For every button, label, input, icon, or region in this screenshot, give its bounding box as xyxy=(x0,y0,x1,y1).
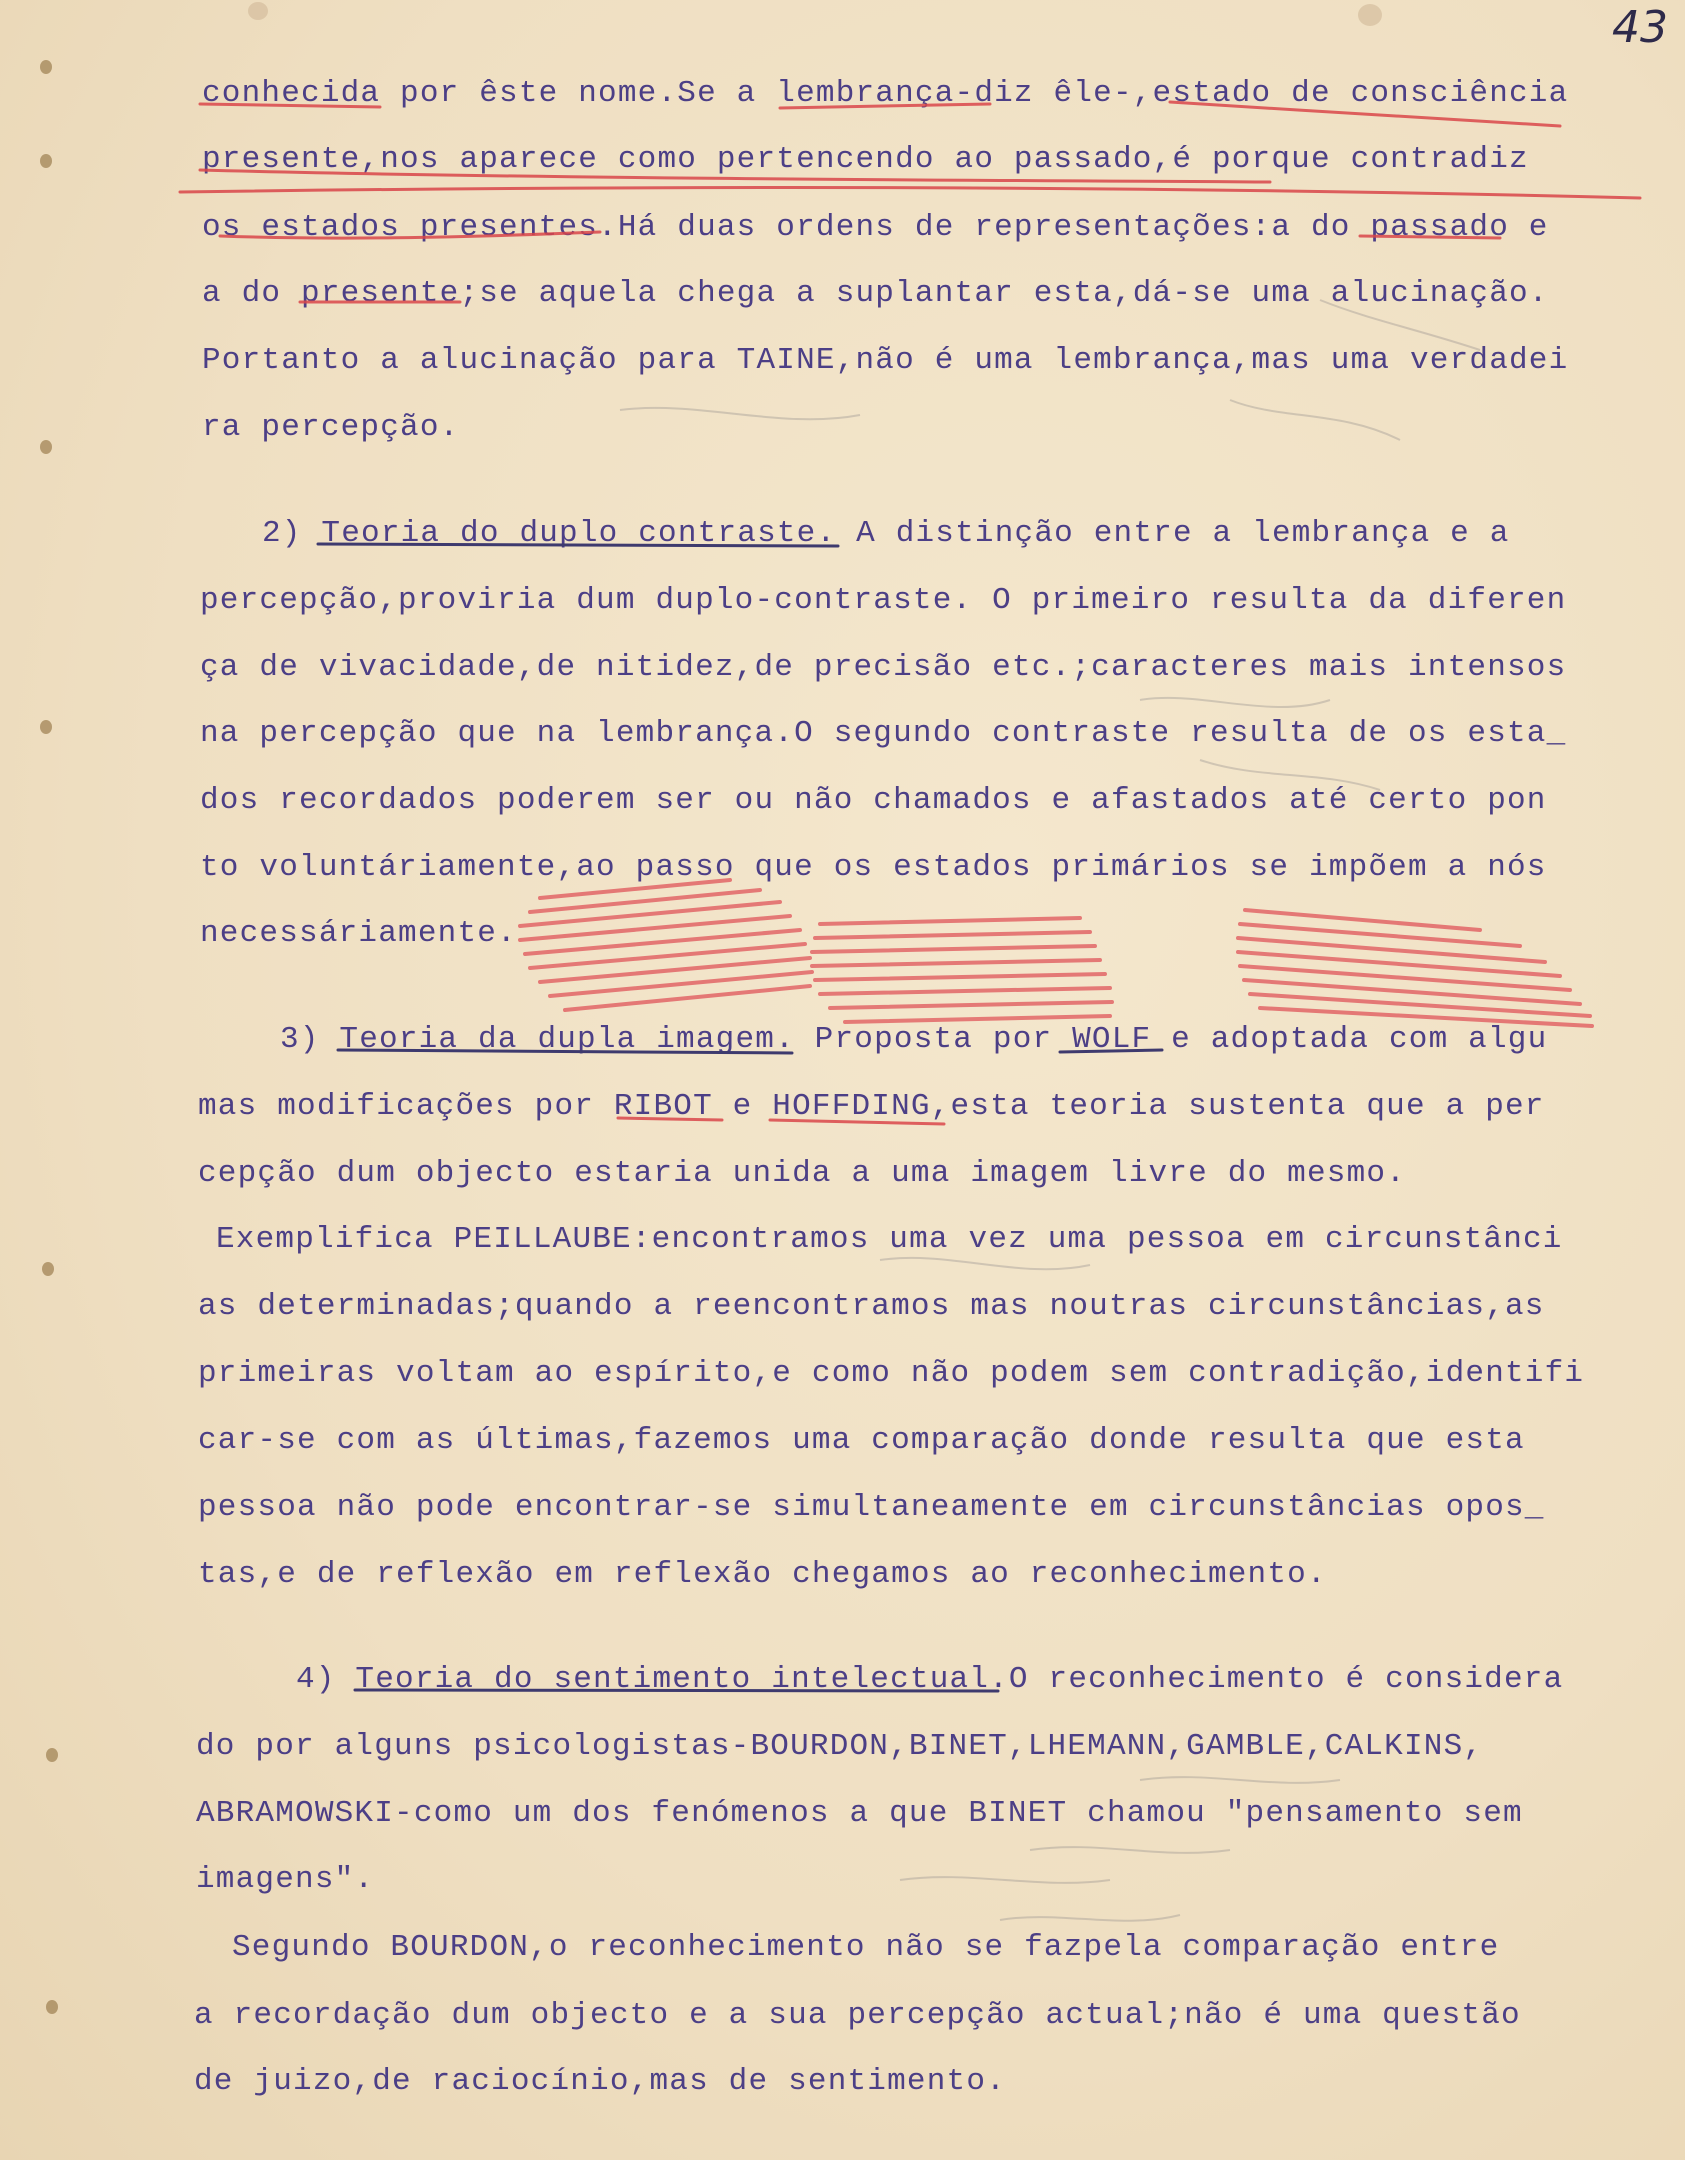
text-line-24: do por alguns psicologistas-BOURDON,BINET,LHEMANN,GAMBLE,CALKINS, xyxy=(196,1729,1484,1764)
text-line-10: na percepção que na lembrança.O segundo contraste resulta de os esta_ xyxy=(200,716,1567,751)
text-line-17: Exemplifica PEILLAUBE:encontramos uma vez uma pessoa em circunstânci xyxy=(216,1222,1563,1257)
text-line-8: percepção,proviria dum duplo-contraste. O primeiro resulta da diferen xyxy=(200,583,1567,618)
text-line-25: ABRAMOWSKI-como um dos fenómenos a que BINET chamou "pensamento sem xyxy=(196,1796,1523,1831)
text-line-21: pessoa não pode encontrar-se simultaneamente em circunstâncias opos_ xyxy=(198,1490,1545,1525)
text-line-4: a do presente;se aquela chega a suplantar esta,dá-se uma alucinação. xyxy=(202,276,1549,311)
punch-hole xyxy=(42,1262,54,1276)
text-line-16: cepção dum objecto estaria unida a uma imagem livre do mesmo. xyxy=(198,1156,1406,1191)
text-line-27: Segundo BOURDON,o reconhecimento não se fazpela comparação entre xyxy=(232,1930,1500,1965)
text-line-5: Portanto a alucinação para TAINE,não é uma lembrança,mas uma verdadei xyxy=(202,343,1569,378)
punch-hole xyxy=(40,720,52,734)
text-line-19: primeiras voltam ao espírito,e como não podem sem contradição,identifi xyxy=(198,1356,1585,1391)
text-line-13: necessáriamente. xyxy=(200,916,517,951)
punch-hole xyxy=(46,1748,58,1762)
text-line-20: car-se com as últimas,fazemos uma comparação donde resulta que esta xyxy=(198,1423,1525,1458)
punch-hole xyxy=(46,2000,58,2014)
text-line-9: ça de vivacidade,de nitidez,de precisão etc.;caracteres mais intensos xyxy=(200,650,1567,685)
text-line-15: mas modificações por RIBOT e HOFFDING,esta teoria sustenta que a per xyxy=(198,1089,1545,1124)
page-number: 43 xyxy=(1612,2,1668,53)
text-line-29: de juizo,de raciocínio,mas de sentimento. xyxy=(194,2064,1006,2099)
text-line-2: presente,nos aparece como pertencendo ao passado,é porque contradiz xyxy=(202,142,1529,177)
paper-stain xyxy=(1358,4,1382,26)
text-line-6: ra percepção. xyxy=(202,410,460,445)
text-line-12: to voluntáriamente,ao passo que os estados primários se impõem a nós xyxy=(200,850,1547,885)
section-2-heading-line: 2) Teoria do duplo contraste. A distinção entre a lembrança e a xyxy=(262,516,1510,551)
text-line-18: as determinadas;quando a reencontramos mas noutras circunstâncias,as xyxy=(198,1289,1545,1324)
text-line-3: os estados presentes.Há duas ordens de representações:a do passado e xyxy=(202,210,1549,245)
punch-hole xyxy=(40,154,52,168)
text-line-1: conhecida por êste nome.Se a lembrança-diz êle-,estado de consciência xyxy=(202,76,1569,111)
punch-hole xyxy=(40,60,52,74)
section-4-heading-line: 4) Teoria do sentimento intelectual.O reconhecimento é considera xyxy=(296,1662,1564,1697)
text-line-28: a recordação dum objecto e a sua percepção actual;não é uma questão xyxy=(194,1998,1521,2033)
section-3-heading-line: 3) Teoria da dupla imagem. Proposta por WOLF e adoptada com algu xyxy=(280,1022,1548,1057)
punch-hole xyxy=(40,440,52,454)
text-line-11: dos recordados poderem ser ou não chamados e afastados até certo pon xyxy=(200,783,1547,818)
paper-stain xyxy=(248,2,268,20)
text-line-26: imagens". xyxy=(196,1862,375,1897)
text-line-22: tas,e de reflexão em reflexão chegamos ao reconhecimento. xyxy=(198,1557,1327,1592)
